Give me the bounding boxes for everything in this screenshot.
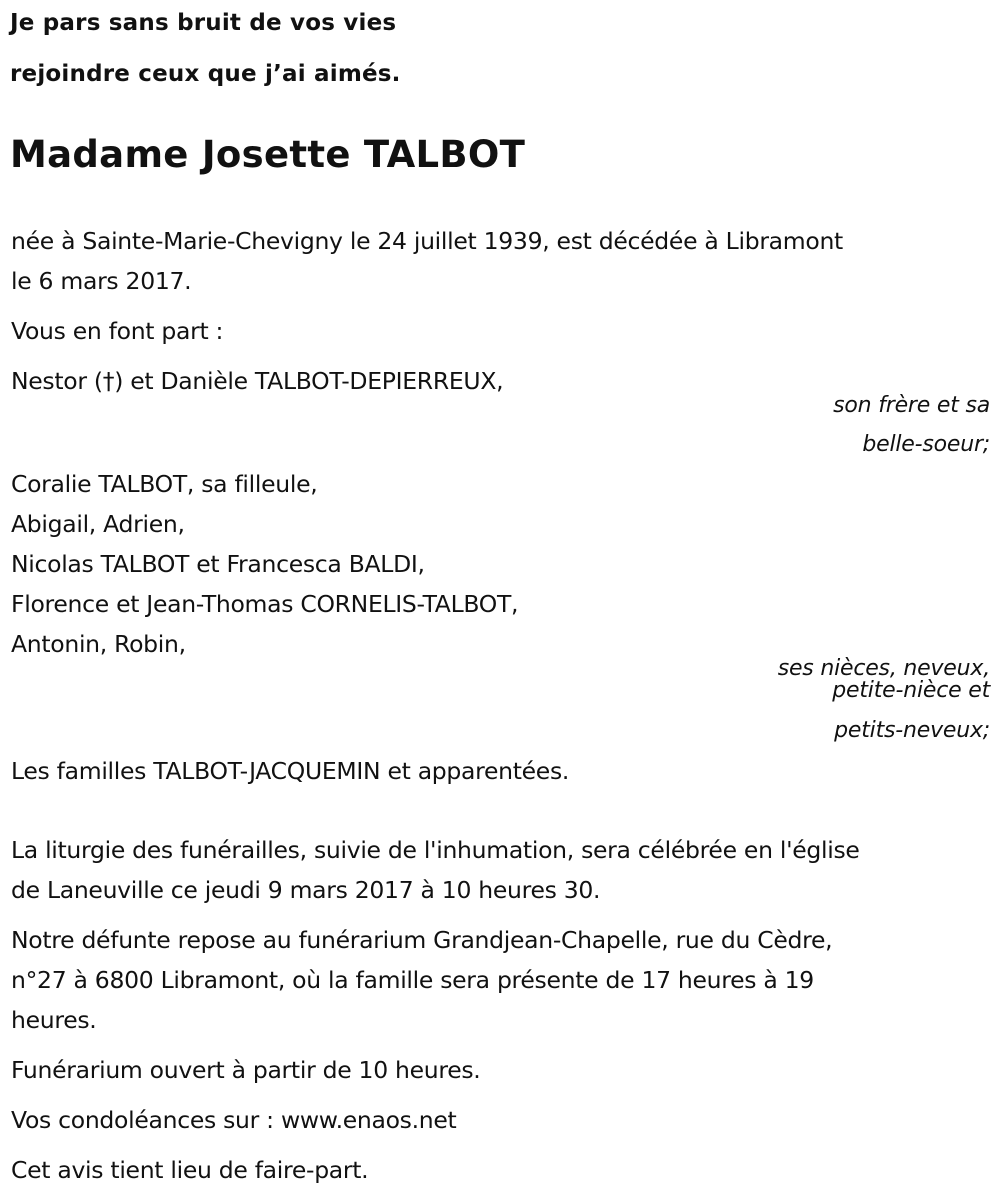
repose-line-3: heures. (11, 1006, 97, 1034)
epigraph-line-2: rejoindre ceux que j’ai aimés. (10, 61, 401, 87)
family-member: Nestor (†) et Danièle TALBOT-DEPIERREUX, (11, 367, 504, 395)
birth-death-line-2: le 6 mars 2017. (11, 267, 192, 295)
extended-family: Les familles TALBOT-JACQUEMIN et apparentées. (11, 757, 570, 785)
funeral-line-2: de Laneuville ce jeudi 9 mars 2017 à 10 heures 30. (11, 876, 601, 904)
family-member: Antonin, Robin, (11, 630, 186, 658)
family-member: Florence et Jean-Thomas CORNELIS-TALBOT, (11, 590, 519, 618)
repose-line-1: Notre défunte repose au funérarium Grandjean-Chapelle, rue du Cèdre, (11, 926, 833, 954)
family-relation: petite-nièce et (832, 678, 990, 703)
deceased-name-heading: Madame Josette TALBOT (10, 133, 526, 176)
condolences-label: Vos condoléances sur : (11, 1106, 274, 1134)
family-member: Coralie TALBOT, sa filleule, (11, 470, 318, 498)
family-member: Nicolas TALBOT et Francesca BALDI, (11, 550, 425, 578)
repose-line-2: n°27 à 6800 Libramont, où la famille sera présente de 17 heures à 19 (11, 966, 814, 994)
family-member: Abigail, Adrien, (11, 510, 185, 538)
condolences-line (11, 1106, 456, 1134)
condolences-link[interactable]: www.enaos.net (280, 1106, 457, 1134)
announce-intro: Vous en font part : (11, 317, 224, 345)
family-relation: son frère et sa (833, 393, 990, 418)
family-relation: ses nièces, neveux, (777, 656, 990, 681)
closing-note: Cet avis tient lieu de faire-part. (11, 1156, 369, 1184)
funeral-line-1: La liturgie des funérailles, suivie de l'inhumation, sera célébrée en l'église (11, 836, 860, 864)
family-relation: belle-soeur; (862, 432, 990, 457)
family-relation: petits-neveux; (834, 718, 990, 743)
opening-hours: Funérarium ouvert à partir de 10 heures. (11, 1056, 481, 1084)
birth-death-line-1: née à Sainte-Marie-Chevigny le 24 juillet 1939, est décédée à Libramont (11, 227, 843, 255)
epigraph-line-1: Je pars sans bruit de vos vies (10, 10, 397, 36)
